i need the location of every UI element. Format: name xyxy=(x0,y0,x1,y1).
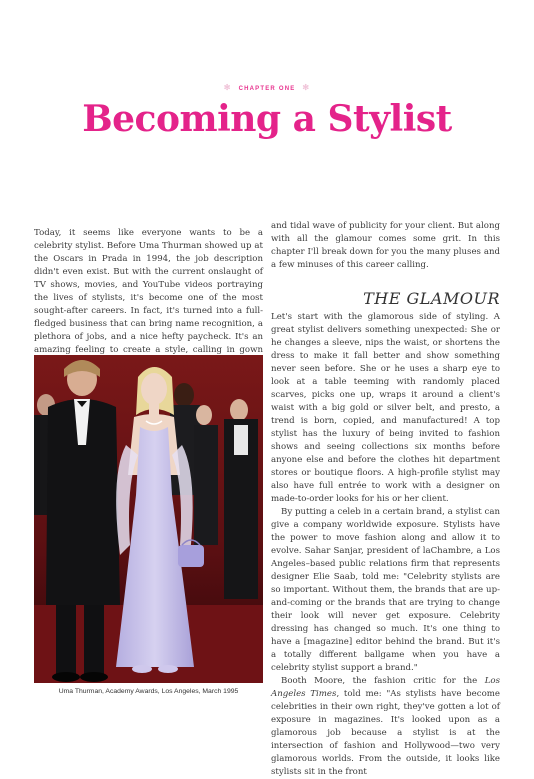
chapter-label-text: CHAPTER ONE xyxy=(238,86,296,92)
photo-illustration xyxy=(34,355,263,683)
photo-caption: Uma Thurman, Academy Awards, Los Angeles, March 1995 xyxy=(58,688,239,695)
right-column-intro xyxy=(271,220,500,272)
paragraph-3-end: , told me: "As stylists have become celebrities in their own right, they've gotten a lot of exposure in magazines. It's looked upon as a glamorous job because a stylist is at the intersection of fashion and Hollywood—two very glamorous worlds. From the outside, it looks like stylists sit in the front xyxy=(271,689,500,777)
right-column-body xyxy=(271,311,500,779)
glamour-paragraph-3 xyxy=(271,675,500,779)
chapter-title: Becoming a Stylist xyxy=(82,98,452,140)
publication-name: Los Angeles Times xyxy=(271,676,500,699)
ornament-right-icon: ✻ xyxy=(302,83,311,92)
paragraph-3-start: Booth Moore, the fashion critic for the xyxy=(281,676,485,686)
glamour-paragraph-2: By putting a celeb in a certain brand, a stylist can give a company worldwide exposure. Stylists have the power to move fashion along and allow it to evolve. Sahar Sanjar, president of laChambre, a Los Angeles–based public relations firm that represents designer Elie Saab, told me: "Celebrity stylists are so important. Without them, the brands that are up-and-coming or the brands that are trying to change their look will never get exposure. Celebrity dressing has changed so much. It's one thing to have a [magazine] editor behind the brand. But it's a totally different ballgame when you have a celebrity stylist support a brand." xyxy=(271,507,500,673)
glamour-paragraph-1: Let's start with the glamorous side of styling. A great stylist delivers something unexpected: She or he changes a sleeve, nips the waist, or shortens the dress to make it fall better and show something never seen before. She or he uses a sharp eye to look at a table teeming with randomly placed scarves, picks one up, wraps it around a client's waist with a big gold or silver belt, and presto, a trend is born, copied, and manufactured! A top stylist has the luxury of being invited to fashion shows and seeing collections six months before anyone else and before the clothes hit department stores or boutique floors. A high-profile stylist may also have full entrée to work with a designer on made-to-order looks for his or her client. xyxy=(271,312,500,504)
intro-paragraph: Today, it seems like everyone wants to be a celebrity stylist. Before Uma Thurman showed up at the Oscars in Prada in 1994, the job description didn't even exist. But with the current onslaught of TV shows, movies, and YouTube videos portraying the lives of stylists, it's become one of the most sought-after careers. In fact, it's turned into a full-fledged business that can bring name recognition, a plethora of jobs, and a nice hefty paycheck. It's an amazing feeling to create a style, calling in gown xyxy=(34,228,263,355)
section-heading: THE GLAMOUR xyxy=(363,289,500,308)
chapter-label xyxy=(0,83,534,92)
intro-continuation: and tidal wave of publicity for your client. But along with all the glamour comes some grit. In this chapter I'll break down for you the many pluses and a few minuses of this career calling. xyxy=(271,221,500,270)
red-carpet-photo xyxy=(34,355,263,683)
ornament-left-icon: ✻ xyxy=(223,83,232,92)
